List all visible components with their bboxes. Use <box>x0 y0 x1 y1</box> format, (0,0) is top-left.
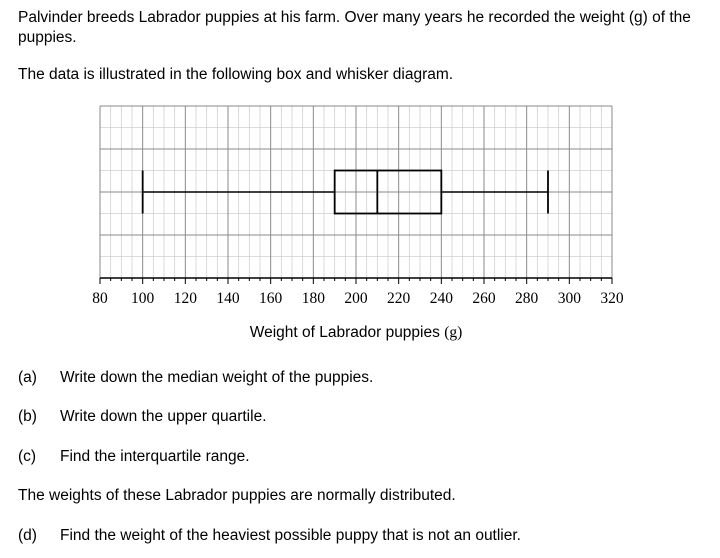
question-a-text: Write down the median weight of the puppies. <box>60 369 374 386</box>
question-c-text: Find the interquartile range. <box>60 448 250 465</box>
question-d-label: (d) <box>18 527 37 544</box>
x-tick-label: 180 <box>301 290 325 307</box>
x-tick-label: 200 <box>344 290 368 307</box>
x-tick-label: 280 <box>515 290 539 307</box>
x-tick-label: 160 <box>259 290 283 307</box>
x-tick-label: 240 <box>429 290 453 307</box>
question-c <box>18 448 250 466</box>
x-axis-label <box>0 324 712 342</box>
normal-distribution-text: The weights of these Labrador puppies are normally distributed. <box>18 487 456 504</box>
x-tick-label: 300 <box>557 290 581 307</box>
intro-text: Palvinder breeds Labrador puppies at his farm. Over many years he recorded the weight (g) of the puppies. <box>18 9 691 46</box>
diagram-description: The data is illustrated in the following box and whisker diagram. <box>18 66 454 83</box>
x-tick-label: 80 <box>92 290 108 307</box>
x-tick-label: 120 <box>173 290 197 307</box>
x-tick-label: 320 <box>600 290 624 307</box>
x-axis-ticks <box>100 278 612 284</box>
question-c-label: (c) <box>18 448 37 465</box>
question-d-text: Find the weight of the heaviest possible puppy that is not an outlier. <box>60 527 521 544</box>
x-axis-tick-labels <box>92 290 624 307</box>
question-b-label: (b) <box>18 408 37 425</box>
x-tick-label: 260 <box>472 290 496 307</box>
question-a-label: (a) <box>18 369 37 386</box>
question-a <box>18 369 373 387</box>
x-tick-label: 100 <box>131 290 155 307</box>
x-tick-label: 140 <box>216 290 240 307</box>
question-b-text: Write down the upper quartile. <box>60 408 267 425</box>
x-axis-label-text: Weight of Labrador puppies <box>249 324 440 341</box>
x-tick-label: 220 <box>387 290 411 307</box>
question-b <box>18 408 267 426</box>
x-axis-label-unit: (g) <box>444 324 463 341</box>
question-d <box>18 527 521 545</box>
